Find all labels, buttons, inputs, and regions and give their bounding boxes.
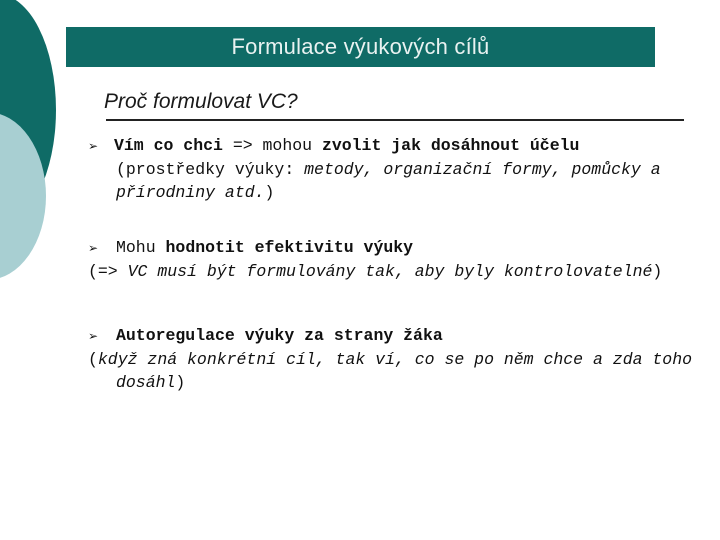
bullet-2-detail-italic: => VC musí být formulovány tak, aby byly kontrolovatelné <box>97 262 653 281</box>
bullet-1-detail-close: ) <box>264 183 275 202</box>
slide-title: Formulace výukových cílů <box>231 34 490 59</box>
bullet-3-close-paren: ) <box>175 373 186 392</box>
arrowhead-bullet-icon: ➢ <box>88 241 99 255</box>
bullet-item-3 <box>88 324 698 394</box>
bullet-1-emphasis: zvolit jak dosáhnout účelu <box>321 136 580 155</box>
bullet-2-open-paren: ( <box>88 262 98 281</box>
bullet-3-detail-italic-cont: dosáhl <box>116 373 176 392</box>
bullet-1-connector: => mohou <box>222 136 322 155</box>
bullet-1-detail-italic: metody, organizační formy, pomůcky a <box>304 160 661 179</box>
bullet-3-open-paren: ( <box>88 350 98 369</box>
bullet-1-detail-prefix: (prostředky výuky: <box>116 160 305 179</box>
bullet-2-key-phrase: hodnotit efektivitu výuky <box>165 238 414 257</box>
bullet-2-prefix: Mohu <box>116 238 166 257</box>
bullet-1-detail-italic-cont: přírodniny atd. <box>116 183 265 202</box>
arrowhead-bullet-icon: ➢ <box>88 139 99 153</box>
bullet-3-detail-italic: když zná konkrétní cíl, tak ví, co se po něm chce a zda toho <box>97 350 693 369</box>
bullet-2-close-paren: ) <box>652 262 663 281</box>
arrowhead-bullet-icon: ➢ <box>88 329 99 343</box>
bullet-1-key-phrase: Vím co chci <box>114 136 223 155</box>
title-bar <box>66 27 655 67</box>
subtitle-underline <box>106 119 684 121</box>
bullet-item-1 <box>88 134 698 204</box>
slide-subtitle: Proč formulovat VC? <box>104 90 298 113</box>
bullet-3-key-phrase: Autoregulace výuky za strany žáka <box>116 326 443 345</box>
bullet-item-2 <box>88 236 698 283</box>
